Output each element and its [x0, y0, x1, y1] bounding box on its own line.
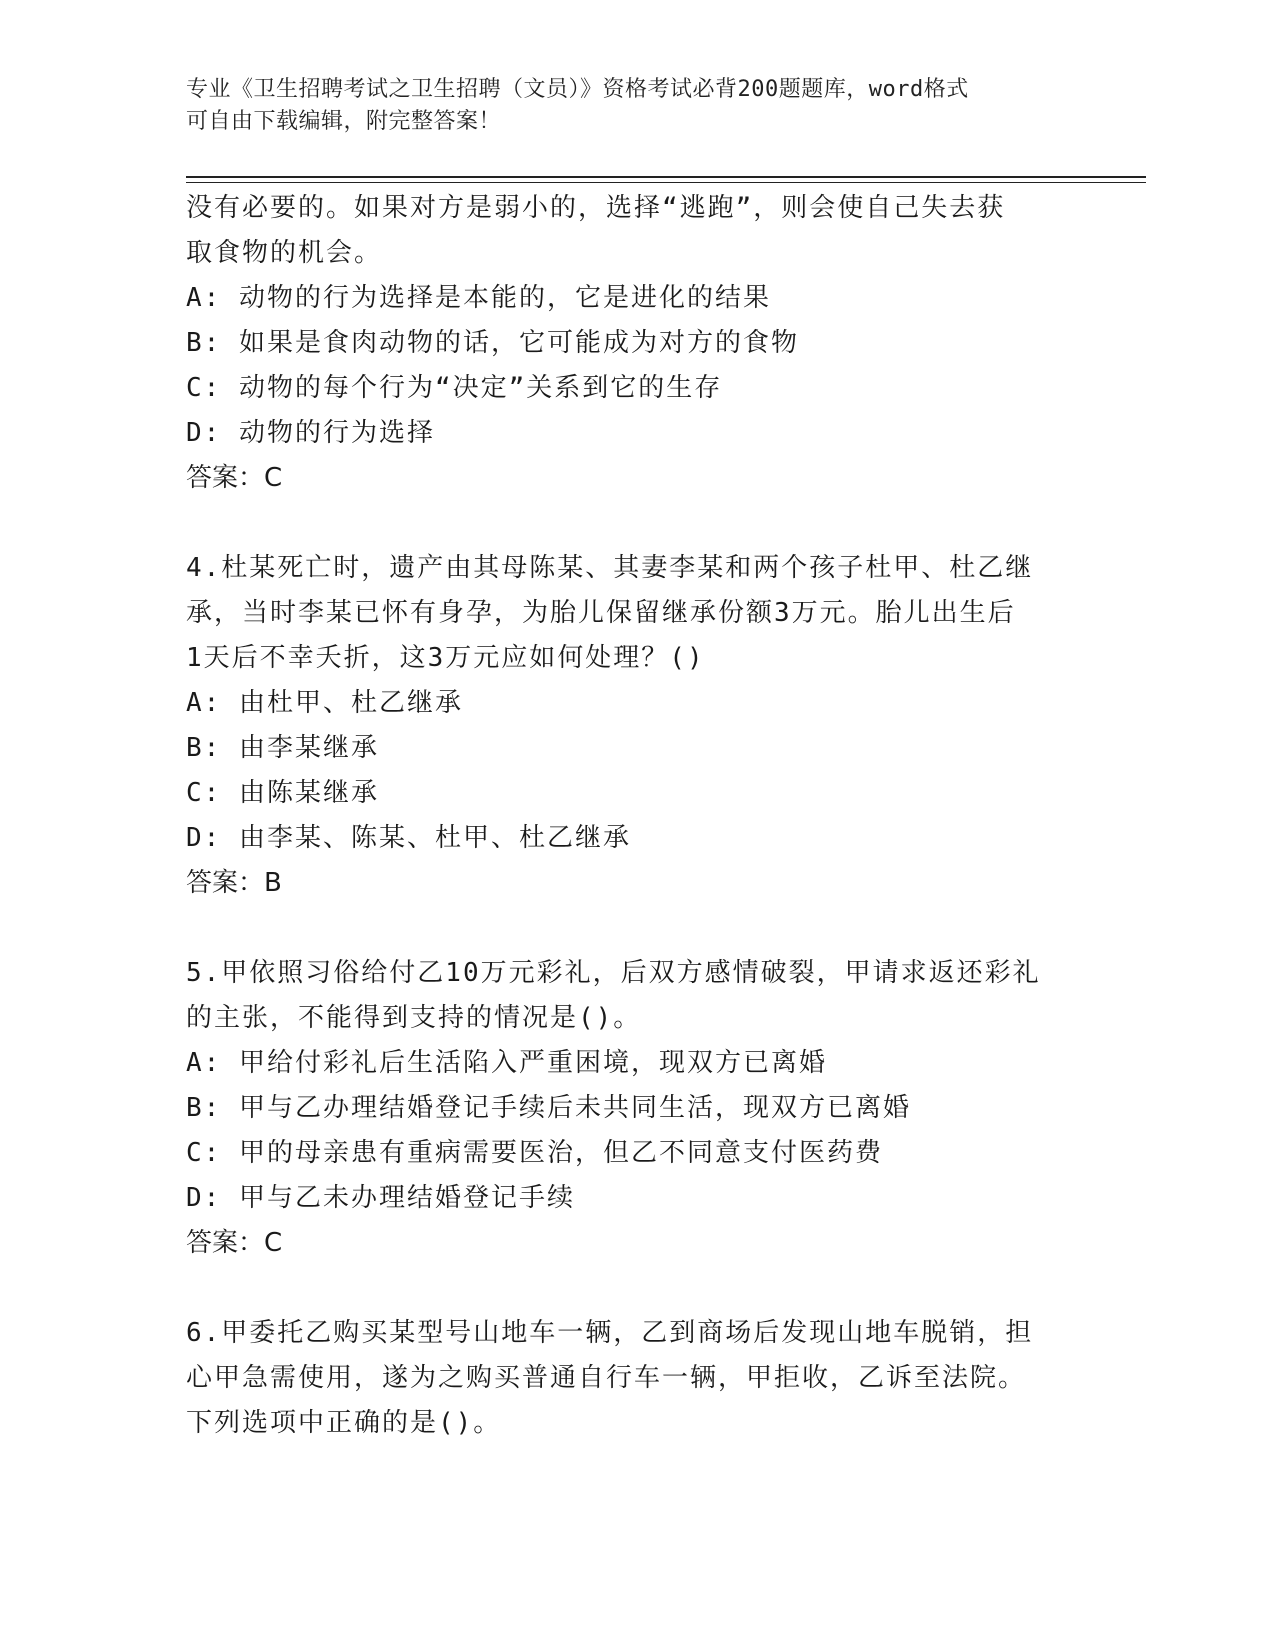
option-b: B: 如果是食肉动物的话，它可能成为对方的食物: [186, 328, 799, 358]
option-a: A: 由杜甲、杜乙继承: [186, 688, 463, 718]
question-text-line: 的主张，不能得到支持的情况是()。: [186, 1003, 642, 1033]
option-c: C: 甲的母亲患有重病需要医治，但乙不同意支付医药费: [186, 1138, 883, 1168]
question-text-line: 心甲急需使用，遂为之购买普通自行车一辆，甲拒收，乙诉至法院。: [186, 1363, 1027, 1393]
question-5: [186, 951, 1086, 1266]
question-text-line: 6.甲委托乙购买某型号山地车一辆，乙到商场后发现山地车脱销，担: [186, 1318, 1034, 1348]
question-text-line: 5.甲依照习俗给付乙10万元彩礼，后双方感情破裂，甲请求返还彩礼: [186, 958, 1041, 988]
answer-label: 答案：B: [186, 868, 282, 898]
answer-label: 答案：C: [186, 463, 283, 493]
option-b: B: 甲与乙办理结婚登记手续后未共同生活，现双方已离婚: [186, 1093, 911, 1123]
option-c: C: 由陈某继承: [186, 778, 379, 808]
question-text-line: 没有必要的。如果对方是弱小的，选择“逃跑”，则会使自己失去获: [186, 193, 1006, 223]
question-text-line: 承，当时李某已怀有身孕，为胎儿保留继承份额3万元。胎儿出生后: [186, 598, 1016, 628]
question-text-line: 下列选项中正确的是()。: [186, 1408, 502, 1438]
option-d: D: 动物的行为选择: [186, 418, 435, 448]
document-body: [186, 186, 1086, 1446]
question-text-line: 1天后不幸夭折，这3万元应如何处理？(): [186, 643, 705, 673]
question-text-line: 4.杜某死亡时，遗产由其母陈某、其妻李某和两个孩子杜甲、杜乙继: [186, 553, 1034, 583]
spacer: [186, 1266, 1086, 1311]
header-divider-thin: [186, 182, 1146, 183]
header-line-1: 专业《卫生招聘考试之卫生招聘（文员）》资格考试必背200题题库，word格式: [186, 77, 969, 102]
option-d: D: 由李某、陈某、杜甲、杜乙继承: [186, 823, 631, 853]
question-6: [186, 1311, 1086, 1446]
header-divider-thick: [186, 176, 1146, 178]
question-3-continued: [186, 186, 1086, 501]
option-b: B: 由李某继承: [186, 733, 379, 763]
option-a: A: 动物的行为选择是本能的，它是进化的结果: [186, 283, 771, 313]
option-a: A: 甲给付彩礼后生活陷入严重困境，现双方已离婚: [186, 1048, 827, 1078]
option-c: C: 动物的每个行为“决定”关系到它的生存: [186, 373, 723, 403]
document-header: [186, 74, 1086, 138]
header-line-2: 可自由下载编辑，附完整答案！: [186, 109, 502, 134]
option-d: D: 甲与乙未办理结婚登记手续: [186, 1183, 575, 1213]
question-4: [186, 546, 1086, 906]
answer-label: 答案：C: [186, 1228, 283, 1258]
spacer: [186, 906, 1086, 951]
spacer: [186, 501, 1086, 546]
question-text-line: 取食物的机会。: [186, 238, 383, 268]
